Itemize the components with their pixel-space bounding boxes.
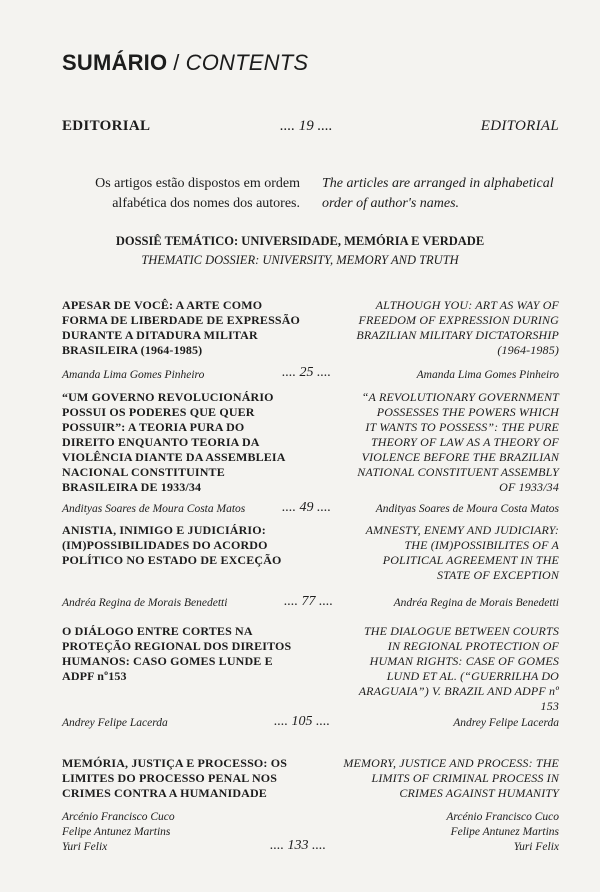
author-name: Andityas Soares de Moura Costa Matos (375, 503, 559, 515)
article-1-page-number: .... 25 .... (282, 365, 331, 380)
author-name: Andrey Felipe Lacerda (62, 717, 168, 729)
title-en: CONTENTS (185, 50, 309, 75)
article-4-authors-pt (62, 716, 292, 731)
article-2-page-number: .... 49 .... (282, 500, 331, 515)
ordering-note-pt (80, 174, 300, 214)
article-3-title-en[interactable] (314, 523, 559, 583)
title-line: “UM GOVERNO REVOLUCIONÁRIO (62, 390, 274, 404)
title-line: FORMA DE LIBERDADE DE EXPRESSÃO (62, 313, 301, 327)
dossier-heading-pt: DOSSIÊ TEMÁTICO: UNIVERSIDADE, MEMÓRIA E VERDADE (115, 234, 485, 248)
title-line: BRAZILIAN MILITARY DICTATORSHIP (356, 328, 559, 342)
article-2-title-en[interactable] (314, 390, 559, 495)
title-line: VIOLENCE BEFORE THE BRAZILIAN (361, 450, 559, 464)
title-line: ANISTIA, INIMIGO E JUDICIÁRIO: (62, 523, 266, 537)
title-line: POLÍTICO NO ESTADO DE EXCEÇÃO (62, 553, 282, 567)
editorial-pt[interactable]: EDITORIAL (62, 118, 151, 134)
article-5-title-pt[interactable] (62, 756, 317, 801)
article-2-authors-pt (62, 502, 292, 517)
article-2-authors-en (329, 502, 559, 517)
title-line: ARAGUAIA”) V. BRAZIL AND ADPF nº (358, 684, 559, 698)
title-line: POSSESSES THE POWERS WHICH (376, 405, 559, 419)
author-name: Arcénio Francisco Cuco (446, 811, 559, 823)
title-line: DURANTE A DITADURA MILITAR (62, 328, 258, 342)
note-pt-line: alfabética dos nomes dos autores. (112, 196, 300, 211)
title-pt: SUMÁRIO (62, 50, 168, 75)
author-name: Yuri Felix (62, 841, 108, 853)
title-line: BRASILEIRA DE 1933/34 (62, 480, 202, 494)
article-3-title-pt[interactable] (62, 523, 317, 568)
title-line: NATIONAL CONSTITUENT ASSEMBLY (357, 465, 559, 479)
note-en-line: order of author's names. (322, 196, 460, 211)
title-line: LUND ET AL. (“GUERRILHA DO (386, 669, 559, 683)
title-line: O DIÁLOGO ENTRE CORTES NA (62, 624, 253, 638)
article-1-title-en[interactable] (314, 298, 559, 358)
article-1-authors-pt (62, 368, 292, 383)
title-line: FREEDOM OF EXPRESSION DURING (358, 313, 559, 327)
page-title (62, 50, 308, 76)
title-line: DIREITO ENQUANTO TEORIA DA (62, 435, 260, 449)
ordering-note-en (322, 174, 562, 214)
article-4-authors-en (329, 716, 559, 731)
article-2-title-pt[interactable] (62, 390, 317, 495)
title-line: BRASILEIRA (1964-1985) (62, 343, 203, 357)
author-name: Andréa Regina de Morais Benedetti (62, 597, 228, 609)
note-pt-line: Os artigos estão dispostos em ordem (95, 176, 300, 191)
title-line: IN REGIONAL PROTECTION OF (387, 639, 559, 653)
article-5-title-en[interactable] (314, 756, 559, 801)
dossier-heading-en: THEMATIC DOSSIER: UNIVERSITY, MEMORY AND TRUTH (141, 253, 459, 267)
title-line: LIMITES DO PROCESSO PENAL NOS (62, 771, 278, 785)
title-line: MEMÓRIA, JUSTIÇA E PROCESSO: OS (62, 756, 288, 770)
title-line: VIOLÊNCIA DIANTE DA ASSEMBLEIA (62, 450, 286, 464)
title-line: CRIMES AGAINST HUMANITY (399, 786, 559, 800)
article-1-title-pt[interactable] (62, 298, 317, 358)
title-line: POLITICAL AGREEMENT IN THE (382, 553, 559, 567)
author-name: Felipe Antunez Martins (62, 826, 171, 838)
article-4-page-number: .... 105 .... (274, 714, 330, 729)
title-line: THEORY OF LAW AS A THEORY OF (370, 435, 559, 449)
article-3-authors-en (329, 596, 559, 611)
author-name: Andréa Regina de Morais Benedetti (393, 597, 559, 609)
title-line: (IM)POSSIBILIDADES DO ACORDO (62, 538, 268, 552)
title-line: HUMAN RIGHTS: CASE OF GOMES (369, 654, 559, 668)
author-name: Andrey Felipe Lacerda (453, 717, 559, 729)
title-line: OF 1933/34 (499, 480, 559, 494)
title-line: (1964-1985) (497, 343, 559, 357)
title-line: IT WANTS TO POSSESS”: THE PURE (365, 420, 559, 434)
article-5-authors-pt (62, 810, 292, 855)
author-name: Yuri Felix (513, 841, 559, 853)
title-line: POSSUIR”: A TEORIA PURA DO (62, 420, 245, 434)
editorial-row (62, 118, 559, 138)
title-line: MEMORY, JUSTICE AND PROCESS: THE (343, 756, 559, 770)
title-line: APESAR DE VOCÊ: A ARTE COMO (62, 298, 263, 312)
title-line: NACIONAL CONSTITUINTE (62, 465, 225, 479)
note-en-line: The articles are arranged in alphabetical (322, 176, 554, 191)
article-3-authors-pt (62, 596, 292, 611)
article-1-authors-en (329, 368, 559, 383)
title-line: “A REVOLUTIONARY GOVERNMENT (361, 390, 559, 404)
title-line: THE (IM)POSSIBILITES OF A (404, 538, 559, 552)
title-line: PROTEÇÃO REGIONAL DOS DIREITOS (62, 639, 292, 653)
title-separator: / (173, 50, 180, 75)
title-line: POSSUI OS PODERES QUE QUER (62, 405, 255, 419)
title-line: ADPF nº153 (62, 669, 127, 683)
article-5-authors-en (329, 810, 559, 855)
editorial-en[interactable]: EDITORIAL (480, 118, 559, 134)
title-line: STATE OF EXCEPTION (436, 568, 559, 582)
title-line: CRIMES CONTRA A HUMANIDADE (62, 786, 267, 800)
author-name: Arcénio Francisco Cuco (62, 811, 175, 823)
article-3-page-number: .... 77 .... (284, 594, 333, 609)
article-4-title-pt[interactable] (62, 624, 317, 684)
title-line: ALTHOUGH YOU: ART AS WAY OF (375, 298, 559, 312)
title-line: HUMANOS: CASO GOMES LUNDE E (62, 654, 273, 668)
title-line: LIMITS OF CRIMINAL PROCESS IN (371, 771, 559, 785)
article-5-page-number: .... 133 .... (270, 838, 326, 853)
title-line: 153 (540, 699, 559, 713)
author-name: Amanda Lima Gomes Pinheiro (62, 369, 205, 381)
author-name: Felipe Antunez Martins (450, 826, 559, 838)
article-4-title-en[interactable] (314, 624, 559, 714)
editorial-page-number: .... 19 .... (280, 118, 333, 134)
author-name: Andityas Soares de Moura Costa Matos (62, 503, 246, 515)
title-line: AMNESTY, ENEMY AND JUDICIARY: (365, 523, 559, 537)
title-line: THE DIALOGUE BETWEEN COURTS (363, 624, 559, 638)
author-name: Amanda Lima Gomes Pinheiro (416, 369, 559, 381)
